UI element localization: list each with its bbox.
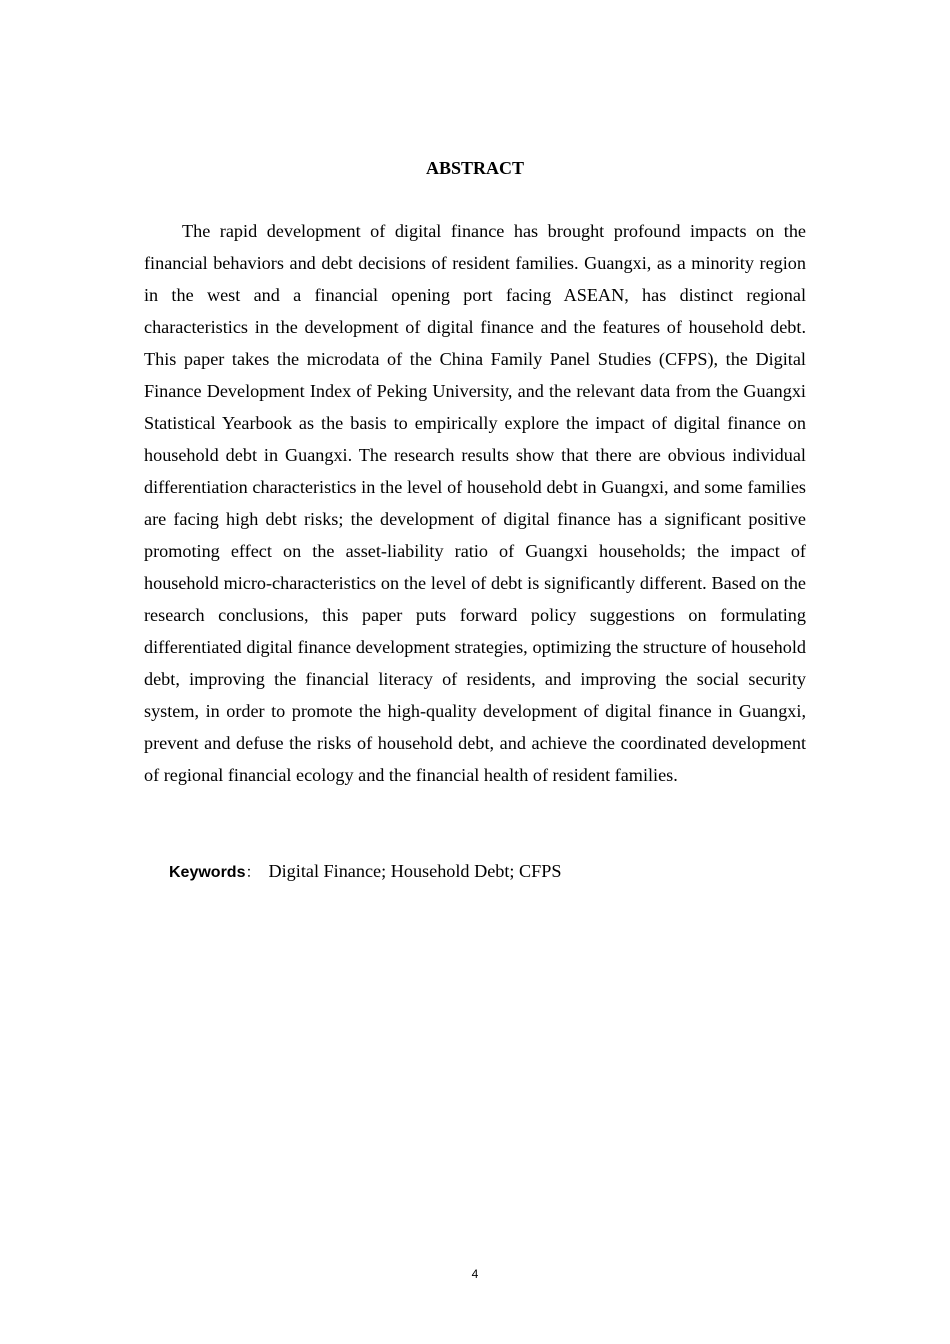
abstract-title: ABSTRACT [425,158,525,178]
abstract-paragraph: The rapid development of digital finance has brought profound impacts on the financial behaviors and debt decisions of resident families. Guangxi, as a minority region in the west and a financial opening port facing ASEAN, has distinct regional characteristics in the development of digital finance and the features of household debt. This paper takes the microdata of the China Family Panel Studies (CFPS), the Digital Finance Development Index of Peking University, and the relevant data from the Guangxi Statistical Yearbook as the basis to empirically explore the impact of digital finance on household debt in Guangxi. The research results show that there are obvious individual differentiation characteristics in the level of household debt in Guangxi, and some families are facing high debt risks; the development of digital finance has a significant positive promoting effect on the asset-liability ratio of Guangxi households; the impact of household micro-characteristics on the level of debt is significantly different. Based on the research conclusions, this paper puts forward policy suggestions on formulating differentiated digital finance development strategies, optimizing the structure of household debt, improving the financial literacy of residents, and improving the social security system, in order to promote the high-quality development of digital finance in Guangxi, prevent and defuse the risks of household debt, and achieve the coordinated development of regional financial ecology and the financial health of resident families. [144,221,806,785]
keywords-list: Digital Finance; Household Debt; CFPS [268,861,562,881]
keywords-label: Keywords [169,864,246,881]
keywords-line [169,856,562,888]
page-number: 4 [471,1267,479,1281]
keywords-separator: ： [245,863,261,881]
